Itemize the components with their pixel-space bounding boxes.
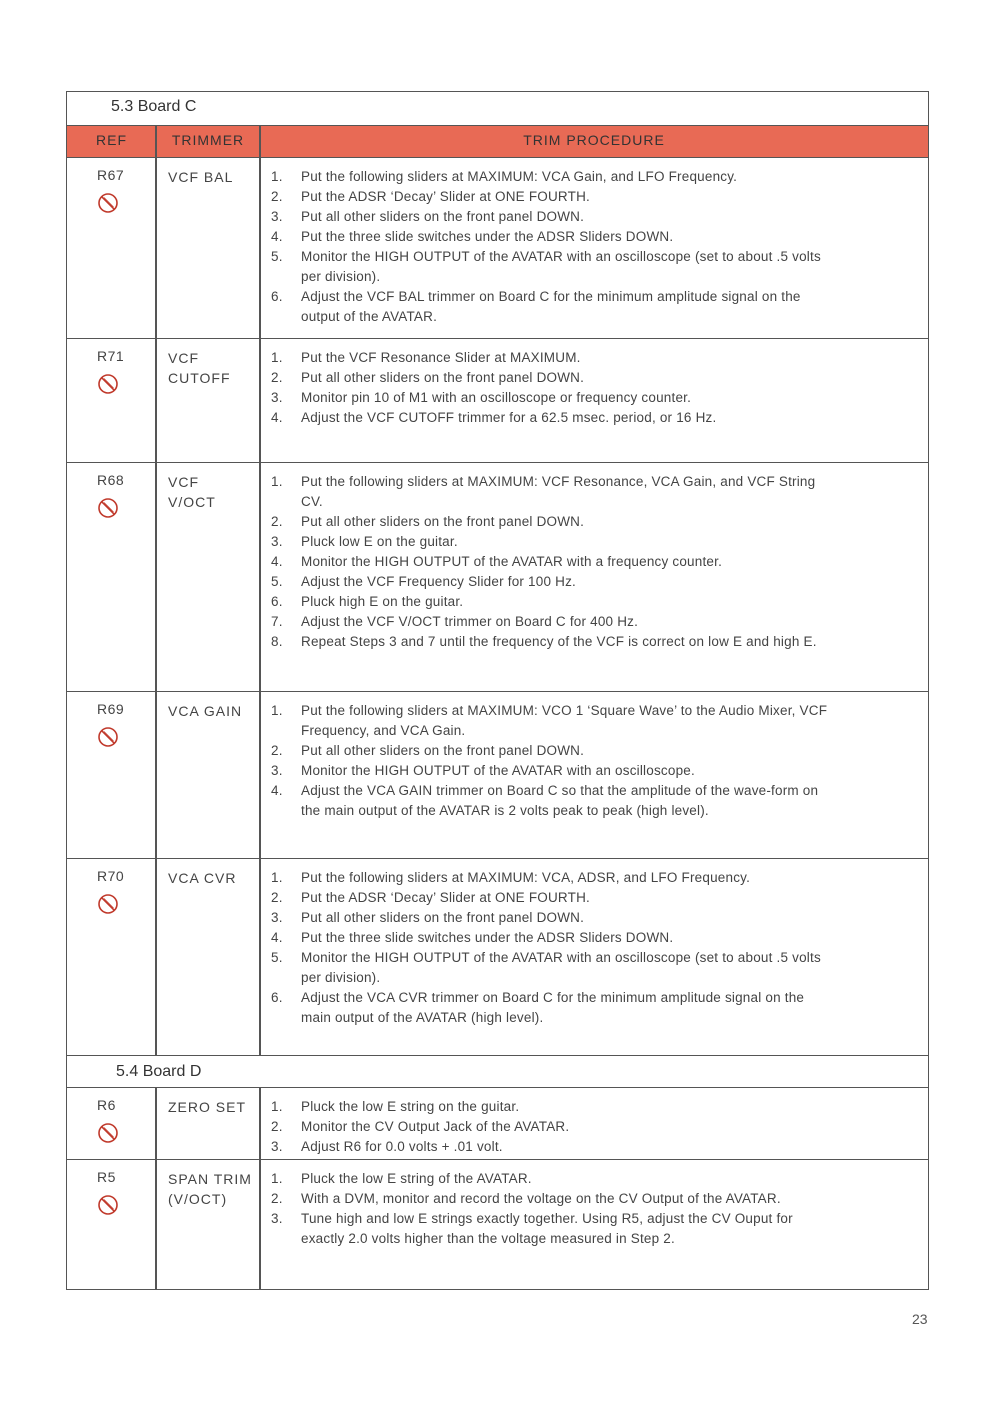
procedure-step <box>271 1189 831 1209</box>
step-text: Put the following sliders at MAXIMUM: VCA, ADSR, and LFO Frequency. <box>301 870 751 885</box>
table-row <box>67 1088 928 1160</box>
procedure-step <box>271 552 831 572</box>
step-number: 3. <box>271 534 283 549</box>
step-number: 2. <box>271 370 283 385</box>
procedure-step <box>271 348 831 368</box>
procedure-steps <box>271 348 831 428</box>
page-number: 23 <box>912 1311 928 1327</box>
step-text: Put the following sliders at MAXIMUM: VCF Resonance, VCA Gain, and VCF String CV. <box>301 474 816 509</box>
ref-label: R70 <box>97 868 125 884</box>
header-ref: REF <box>96 132 127 148</box>
step-text: Put all other sliders on the front panel DOWN. <box>301 743 585 758</box>
procedure-step <box>271 572 831 592</box>
procedure-steps <box>271 868 831 1028</box>
procedure-step <box>271 948 831 988</box>
step-text: Put all other sliders on the front panel DOWN. <box>301 514 585 529</box>
step-number: 6. <box>271 990 283 1005</box>
step-number: 3. <box>271 1211 283 1226</box>
step-text: Pluck low E on the guitar. <box>301 534 458 549</box>
procedure-step <box>271 612 831 632</box>
procedure-step <box>271 781 831 821</box>
step-text: Adjust the VCF V/OCT trimmer on Board C for 400 Hz. <box>301 614 639 629</box>
step-number: 3. <box>271 910 283 925</box>
step-number: 2. <box>271 514 283 529</box>
step-number: 5. <box>271 249 283 264</box>
ref-label: R5 <box>97 1169 116 1185</box>
procedure-step <box>271 701 831 741</box>
step-number: 1. <box>271 350 283 365</box>
step-text: Put the three slide switches under the ADSR Sliders DOWN. <box>301 229 674 244</box>
step-text: Put the ADSR ‘Decay’ Slider at ONE FOURTH. <box>301 890 590 905</box>
step-text: Adjust R6 for 0.0 volts + .01 volt. <box>301 1139 503 1154</box>
no-symbol-icon <box>97 893 119 915</box>
procedure-step <box>271 227 831 247</box>
step-text: Tune high and low E strings exactly together. Using R5, adjust the CV Ouput for exactly 2.0 volts higher than the voltage measured in Step 2. <box>301 1211 793 1246</box>
no-symbol-icon <box>97 497 119 519</box>
procedure-step <box>271 247 831 287</box>
step-text: Adjust the VCA CVR trimmer on Board C for the minimum amplitude signal on the main output of the AVATAR (high level). <box>301 990 805 1025</box>
step-number: 2. <box>271 890 283 905</box>
step-number: 1. <box>271 1099 283 1114</box>
procedure-steps <box>271 1169 831 1249</box>
step-text: Pluck high E on the guitar. <box>301 594 464 609</box>
step-text: Monitor the HIGH OUTPUT of the AVATAR with a frequency counter. <box>301 554 723 569</box>
ref-label: R67 <box>97 167 125 183</box>
no-symbol-icon <box>97 373 119 395</box>
trimmer-name: VCA CVR <box>168 870 237 886</box>
step-text: Put all other sliders on the front panel DOWN. <box>301 209 585 224</box>
procedure-step <box>271 207 831 227</box>
trimmer-name: VCF BAL <box>168 169 234 185</box>
procedure-steps <box>271 472 831 652</box>
step-text: Repeat Steps 3 and 7 until the frequency of the VCF is correct on low E and high E. <box>301 634 817 649</box>
table-row <box>67 463 928 692</box>
header-trimmer: TRIMMER <box>171 132 245 148</box>
step-number: 2. <box>271 1191 283 1206</box>
trimmer-name: SPAN TRIM (V/OCT) <box>168 1171 252 1207</box>
procedure-steps <box>271 701 831 821</box>
procedure-step <box>271 287 831 327</box>
procedure-step <box>271 908 831 928</box>
step-number: 2. <box>271 743 283 758</box>
step-text: Adjust the VCF Frequency Slider for 100 Hz. <box>301 574 576 589</box>
step-number: 4. <box>271 930 283 945</box>
step-text: Put all other sliders on the front panel DOWN. <box>301 910 585 925</box>
procedure-step <box>271 868 831 888</box>
step-number: 1. <box>271 1171 283 1186</box>
procedure-step <box>271 632 831 652</box>
step-number: 3. <box>271 763 283 778</box>
procedure-step <box>271 741 831 761</box>
procedure-step <box>271 1169 831 1189</box>
step-number: 4. <box>271 554 283 569</box>
no-symbol-icon <box>97 192 119 214</box>
procedure-step <box>271 1097 831 1117</box>
procedure-step <box>271 928 831 948</box>
step-text: Put all other sliders on the front panel DOWN. <box>301 370 585 385</box>
step-number: 5. <box>271 574 283 589</box>
step-text: Monitor the HIGH OUTPUT of the AVATAR with an oscilloscope (set to about .5 volts per division). <box>301 950 821 985</box>
section-title-board-d: 5.4 Board D <box>67 1055 928 1088</box>
step-text: Pluck the low E string of the AVATAR. <box>301 1171 532 1186</box>
procedure-steps <box>271 1097 831 1157</box>
step-text: Adjust the VCF BAL trimmer on Board C for the minimum amplitude signal on the output of the AVATAR. <box>301 289 801 324</box>
step-number: 8. <box>271 634 283 649</box>
ref-label: R68 <box>97 472 125 488</box>
step-text: Put the following sliders at MAXIMUM: VCA Gain, and LFO Frequency. <box>301 169 738 184</box>
step-number: 1. <box>271 870 283 885</box>
procedure-step <box>271 532 831 552</box>
ref-label: R71 <box>97 348 125 364</box>
procedure-step <box>271 1117 831 1137</box>
ref-label: R69 <box>97 701 125 717</box>
no-symbol-icon <box>97 1122 119 1144</box>
step-text: Monitor pin 10 of M1 with an oscilloscope or frequency counter. <box>301 390 692 405</box>
procedure-step <box>271 187 831 207</box>
procedure-step <box>271 1209 831 1249</box>
trimmer-name: VCA GAIN <box>168 703 243 719</box>
table-row <box>67 692 928 859</box>
table-header <box>67 125 928 158</box>
table-row <box>67 158 928 339</box>
procedure-step <box>271 167 831 187</box>
step-text: Monitor the HIGH OUTPUT of the AVATAR with an oscilloscope. <box>301 763 695 778</box>
ref-label: R6 <box>97 1097 116 1113</box>
step-text: Put the following sliders at MAXIMUM: VCO 1 ‘Square Wave’ to the Audio Mixer, VCF Frequency, and VCA Gain. <box>301 703 828 738</box>
procedure-step <box>271 1137 831 1157</box>
step-number: 4. <box>271 229 283 244</box>
step-number: 3. <box>271 1139 283 1154</box>
step-text: Adjust the VCF CUTOFF trimmer for a 62.5 msec. period, or 16 Hz. <box>301 410 717 425</box>
section-title-board-c: 5.3 Board C <box>111 98 197 115</box>
step-number: 2. <box>271 189 283 204</box>
step-number: 4. <box>271 410 283 425</box>
trimmer-name: VCF CUTOFF <box>168 350 231 386</box>
trim-procedure-table <box>66 91 929 1290</box>
procedure-step <box>271 408 831 428</box>
step-number: 1. <box>271 474 283 489</box>
step-number: 6. <box>271 289 283 304</box>
header-trim-procedure: TRIM PROCEDURE <box>523 132 665 148</box>
step-number: 6. <box>271 594 283 609</box>
step-number: 2. <box>271 1119 283 1134</box>
procedure-step <box>271 888 831 908</box>
step-number: 1. <box>271 703 283 718</box>
table-row <box>67 339 928 463</box>
procedure-step <box>271 988 831 1028</box>
step-number: 1. <box>271 169 283 184</box>
step-text: With a DVM, monitor and record the voltage on the CV Output of the AVATAR. <box>301 1191 781 1206</box>
no-symbol-icon <box>97 726 119 748</box>
step-text: Put the VCF Resonance Slider at MAXIMUM. <box>301 350 581 365</box>
step-number: 7. <box>271 614 283 629</box>
table-row <box>67 859 928 1055</box>
step-number: 5. <box>271 950 283 965</box>
procedure-step <box>271 368 831 388</box>
step-number: 3. <box>271 209 283 224</box>
step-number: 3. <box>271 390 283 405</box>
trimmer-name: ZERO SET <box>168 1099 247 1115</box>
step-text: Put the ADSR ‘Decay’ Slider at ONE FOURTH. <box>301 189 590 204</box>
step-text: Monitor the HIGH OUTPUT of the AVATAR with an oscilloscope (set to about .5 volts per division). <box>301 249 821 284</box>
procedure-step <box>271 512 831 532</box>
step-text: Adjust the VCA GAIN trimmer on Board C so that the amplitude of the wave-form on the main output of the AVATAR is 2 volts peak to peak (high level). <box>301 783 819 818</box>
step-text: Monitor the CV Output Jack of the AVATAR. <box>301 1119 570 1134</box>
step-text: Pluck the low E string on the guitar. <box>301 1099 520 1114</box>
no-symbol-icon <box>97 1194 119 1216</box>
procedure-step <box>271 472 831 512</box>
table-row <box>67 1160 928 1289</box>
step-text: Put the three slide switches under the ADSR Sliders DOWN. <box>301 930 674 945</box>
step-number: 4. <box>271 783 283 798</box>
procedure-steps <box>271 167 831 327</box>
procedure-step <box>271 388 831 408</box>
procedure-step <box>271 761 831 781</box>
trimmer-name: VCF V/OCT <box>168 474 216 510</box>
procedure-step <box>271 592 831 612</box>
